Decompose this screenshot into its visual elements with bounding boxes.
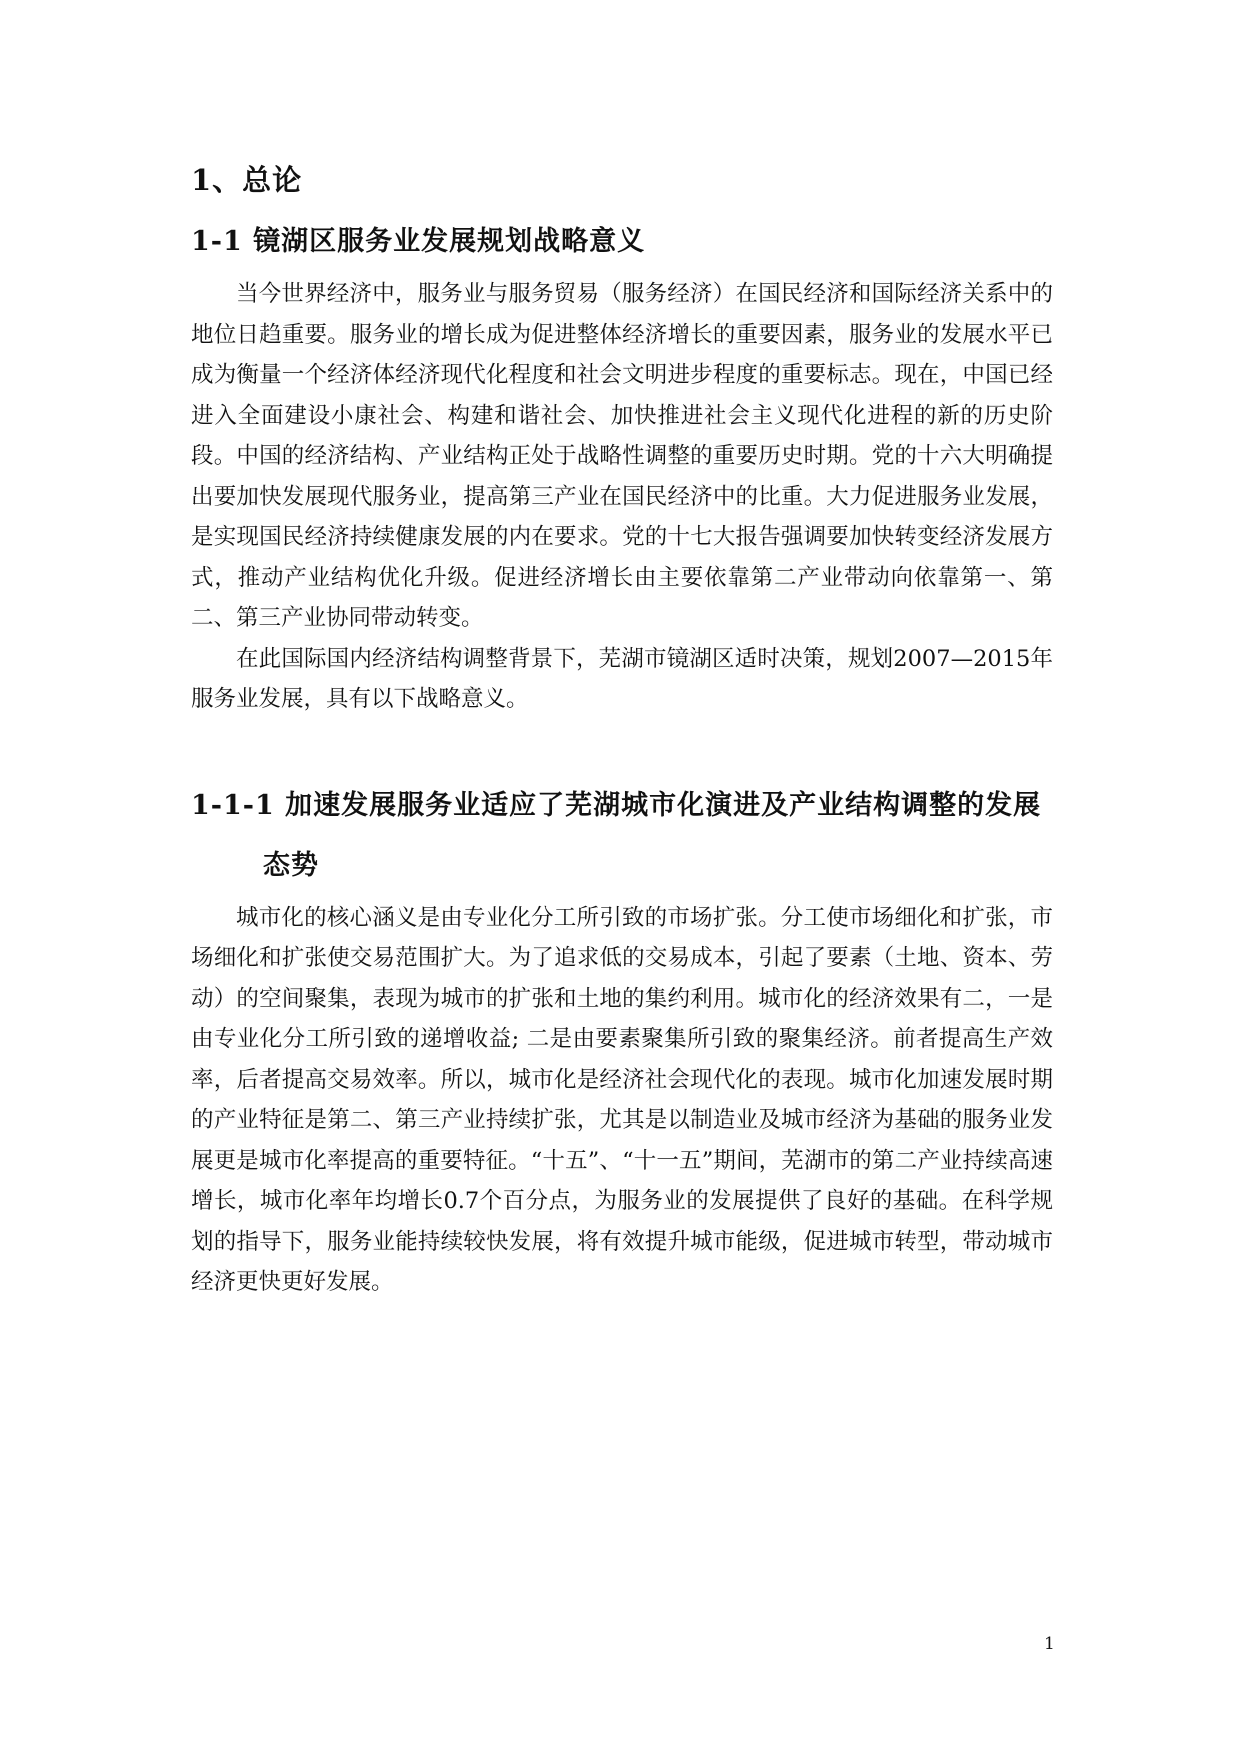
subsection-heading: 1-1-1 加速发展服务业适应了芜湖城市化演进及产业结构调整的发展	[191, 789, 1042, 821]
chapter-heading: 1、总论	[191, 163, 303, 197]
paragraph: 城市化的核心涵义是由专业化分工所引致的市场扩张。分工使市场细化和扩张，市场细化和扩张使交易范围扩大。为了追求低的交易成本，引起了要素（土地、资本、劳动）的空间聚集，表现为城市的扩张和土地的集约利用。城市化的经济效果有二，一是由专业化分工所引致的递增收益; 二是由要素聚集所引致的聚集经济。前者提高生产效率，后者提高交易效率。所以，城市化是经济社会现代化的表现。城市化加速发展时期的产业特征是第二、第三产业持续扩张，尤其是以制造业及城市经济为基础的服务业发展更是城市化率提高的重要特征。“十五”、“十一五”期间，芜湖市的第二产业持续高速增长，城市化率年均增长0.7个百分点，为服务业的发展提供了良好的基础。在科学规划的指导下，服务业能持续较快发展，将有效提升城市能级，促进城市转型，带动城市经济更快更好发展。	[191, 904, 1053, 1295]
page-content	[191, 160, 1053, 1303]
paragraph: 在此国际国内经济结构调整背景下，芜湖市镜湖区适时决策，规划2007—2015年服务业发展，具有以下战略意义。	[191, 645, 1053, 712]
paragraph: 当今世界经济中，服务业与服务贸易（服务经济）在国民经济和国际经济关系中的地位日趋重要。服务业的增长成为促进整体经济增长的重要因素，服务业的发展水平已成为衡量一个经济体经济现代化程度和社会文明进步程度的重要标志。现在，中国已经进入全面建设小康社会、构建和谐社会、加快推进社会主义现代化进程的新的历史阶段。中国的经济结构、产业结构正处于战略性调整的重要历史时期。党的十六大明确提出要加快发展现代服务业，提高第三产业在国民经济中的比重。大力促进服务业发展，是实现国民经济持续健康发展的内在要求。党的十七大报告强调要加快转变经济发展方式，推动产业结构优化升级。促进经济增长由主要依靠第二产业带动向依靠第一、第二、第三产业协同带动转变。	[191, 281, 1053, 631]
section-heading: 1-1 镜湖区服务业发展规划战略意义	[191, 226, 646, 257]
subsection-heading-continued: 态势	[263, 849, 319, 881]
page-number: 1	[1044, 1634, 1055, 1654]
